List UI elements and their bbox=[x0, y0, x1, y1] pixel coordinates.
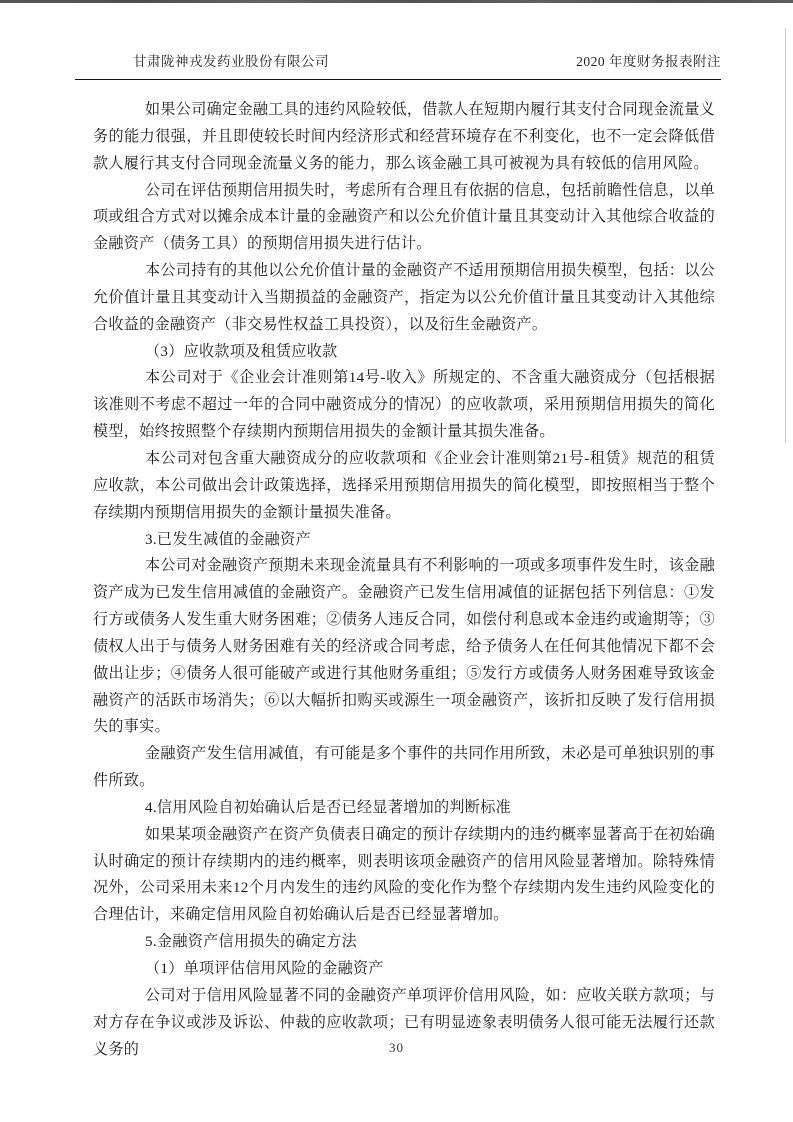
company-name: 甘肃陇神戎发药业股份有限公司 bbox=[133, 54, 329, 69]
paragraph: 本公司对于《企业会计准则第14号-收入》所规定的、不含重大融资成分（包括根据该准则不考虑不超过一年的合同中融资成分的情况）的应收款项，采用预期信用损失的简化模型，始终按照整个存续期内预期信用损失的金额计量其损失准备。 bbox=[93, 370, 715, 441]
paragraph: 金融资产发生信用减值，有可能是多个事件的共同作用所致，未必是可单独识别的事件所致。 bbox=[93, 746, 715, 790]
paragraph: 本公司对金融资产预期未来现金流量具有不利影响的一项或多项事件发生时，该金融资产成为已发生信用减值的金融资产。金融资产已发生信用减值的证据包括下列信息：①发行方或债务人发生重大财务困难；②债务人违反合同，如偿付利息或本金违约或逾期等；③债权人出于与债务人财务困难有关的经济或合同考虑，给予债务人在任何其他情况下都不会做出让步；④债务人很可能破产或进行其他财务重组；⑤发行方或债务人财务困难导致该金融资产的活跃市场消失；⑥以大幅折扣购买或源生一项金融资产，该折扣反映了发行信用损失的事实。 bbox=[93, 558, 715, 736]
paragraph: 公司在评估预期信用损失时，考虑所有合理且有依据的信息，包括前瞻性信息，以单项或组合方式对以摊余成本计量的金融资产和以公允价值计量且其变动计入其他综合收益的金融资产（债务工具）的预期信用损失进行估计。 bbox=[93, 182, 715, 253]
section-heading: 4.信用风险自初始确认后是否已经显著增加的判断标准 bbox=[145, 799, 511, 816]
section-heading: （1）单项评估信用风险的金融资产 bbox=[145, 961, 384, 977]
report-title: 2020 年度财务报表附注 bbox=[576, 54, 721, 69]
paragraph: 本公司持有的其他以公允价值计量的金融资产不适用预期信用损失模型，包括：以公允价值计量且其变动计入当期损益的金融资产，指定为以公允价值计量且其变动计入其他综合收益的金融资产（非交易性权益工具投资），以及衍生金融资产。 bbox=[93, 263, 715, 333]
paragraph: 如果公司确定金融工具的违约风险较低，借款人在短期内履行其支付合同现金流量义务的能力很强，并且即使较长时间内经济形式和经营环境存在不利变化，也不一定会降低借款人履行其支付合同现金流量义务的能力，那么该金融工具可被视为具有较低的信用风险。 bbox=[93, 102, 715, 172]
document-body bbox=[93, 97, 715, 1063]
paragraph: 如果某项金融资产在资产负债表日确定的预计存续期内的违约概率显著高于在初始确认时确定的预计存续期内的违约概率，则表明该项金融资产的信用风险显著增加。除特殊情况外，公司采用未来12个月内发生的违约风险的变化作为整个存续期内发生违约风险变化的合理估计，来确定信用风险自初始确认后是否已经显著增加。 bbox=[93, 826, 715, 924]
paragraph: 公司对于信用风险显著不同的金融资产单项评价信用风险，如：应收关联方款项；与对方存在争议或涉及诉讼、仲裁的应收款项；已有明显迹象表明债务人很可能无法履行还款义务的 bbox=[93, 987, 715, 1058]
page-header bbox=[75, 50, 721, 80]
page-number: 30 bbox=[389, 1040, 404, 1055]
scan-artifact-right-edge bbox=[785, 28, 786, 443]
paragraph: 本公司对包含重大融资成分的应收款项和《企业会计准则第21号-租赁》规范的租赁应收款，本公司做出会计政策选择，选择采用预期信用损失的简化模型，即按照相当于整个存续期内预期信用损失的金额计量损失准备。 bbox=[93, 450, 715, 521]
section-heading: 3.已发生减值的金融资产 bbox=[145, 531, 311, 548]
scan-artifact-top-edge bbox=[0, 0, 793, 3]
section-heading: 5.金融资产信用损失的确定方法 bbox=[145, 934, 358, 951]
section-heading: （3）应收款项及租赁应收款 bbox=[145, 343, 338, 360]
